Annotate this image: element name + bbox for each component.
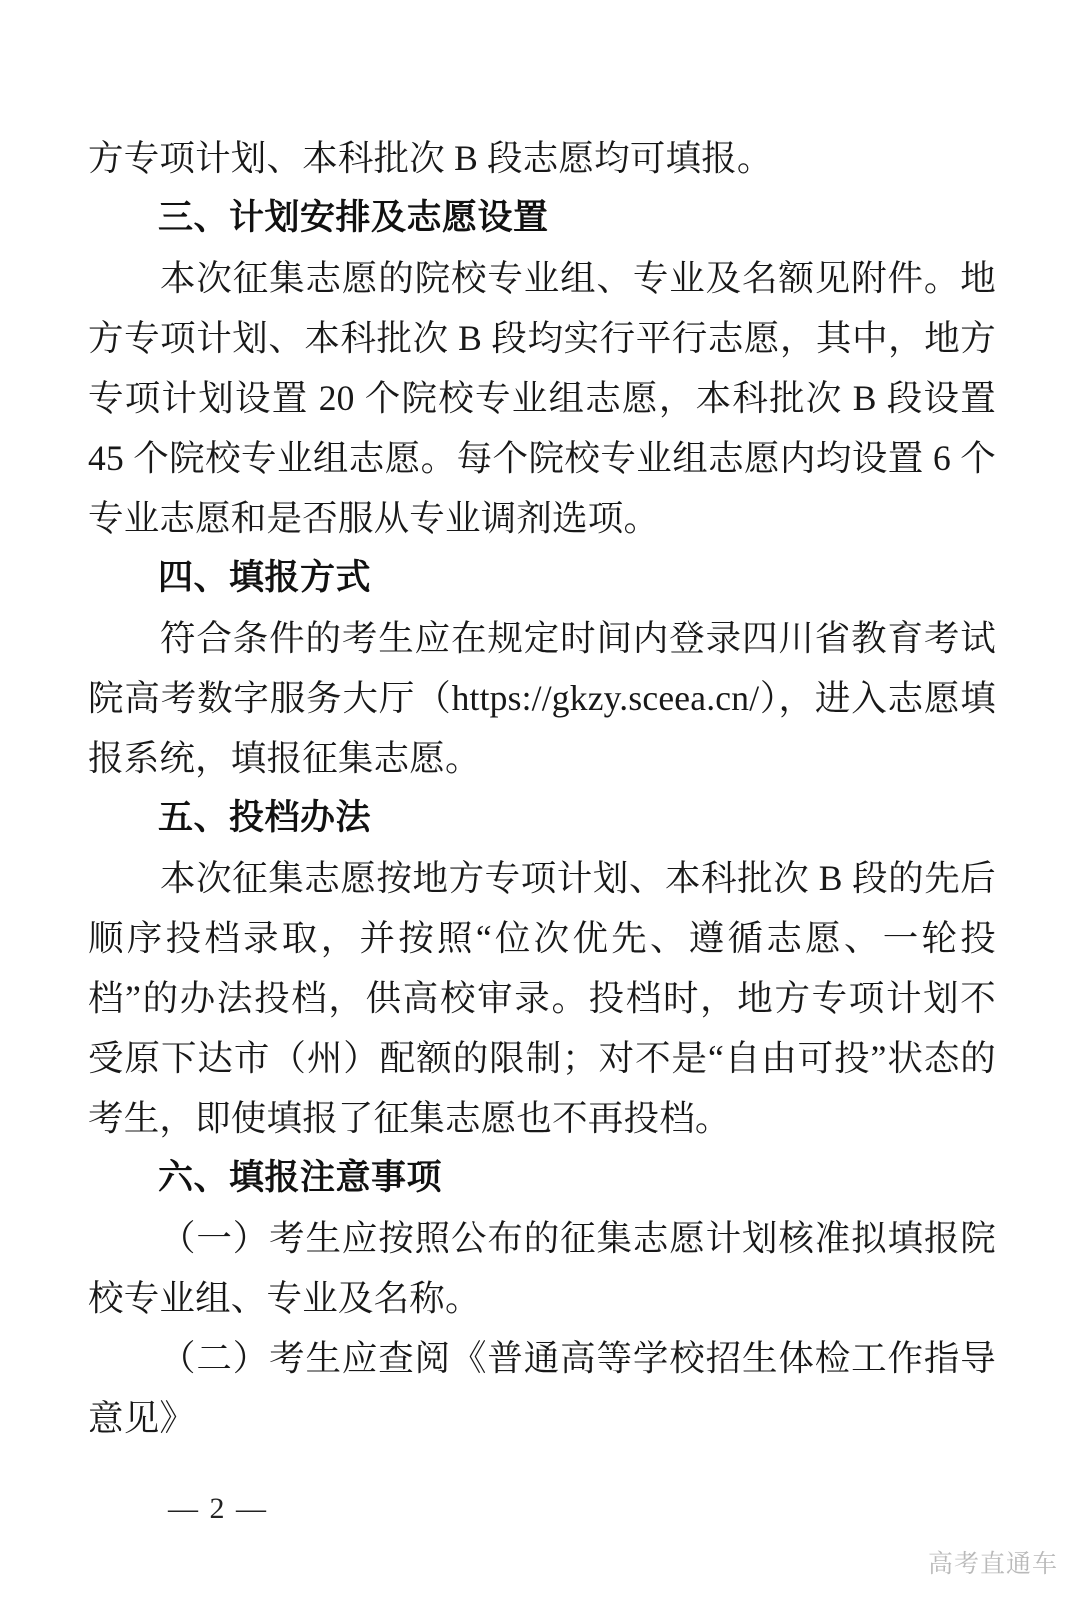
paragraph-notice-item-one: （一）考生应按照公布的征集志愿计划核准拟填报院校专业组、专业及名称。 [88, 1218, 996, 1318]
paragraph-filing-method: 符合条件的考生应在规定时间内登录四川省教育考试院高考数字服务大厅（https://gkzy.sceea.cn/），进入志愿填报系统，填报征集志愿。 [88, 618, 996, 778]
section-heading-three: 三、计划安排及志愿设置 [158, 198, 549, 237]
document-body [88, 128, 996, 1448]
section-heading-six: 六、填报注意事项 [158, 1158, 443, 1197]
paragraph-continued-from-previous-page: 方专项计划、本科批次 B 段志愿均可填报。 [88, 138, 773, 178]
section-heading-five: 五、投档办法 [158, 798, 372, 837]
watermark: 高考直通车 [927, 1550, 1058, 1578]
page-number: — 2 — [168, 1492, 268, 1525]
section-heading-four: 四、填报方式 [158, 558, 372, 597]
paragraph-admission-procedure: 本次征集志愿按地方专项计划、本科批次 B 段的先后顺序投档录取，并按照“位次优先、遵循志愿、一轮投档”的办法投档，供高校审录。投档时，地方专项计划不受原下达市（州）配额的限制；对不是“自由可投”状态的考生，即使填报了征集志愿也不再投档。 [88, 858, 996, 1138]
paragraph-notice-item-two: （二）考生应查阅《普通高等学校招生体检工作指导意见》 [88, 1338, 996, 1438]
paragraph-plan-and-volunteer-settings: 本次征集志愿的院校专业组、专业及名额见附件。地方专项计划、本科批次 B 段均实行平行志愿，其中，地方专项计划设置 20 个院校专业组志愿，本科批次 B 段设置 45 个院校专业组志愿。每个院校专业组志愿内均设置 6 个专业志愿和是否服从专业调剂选项。 [88, 258, 996, 538]
